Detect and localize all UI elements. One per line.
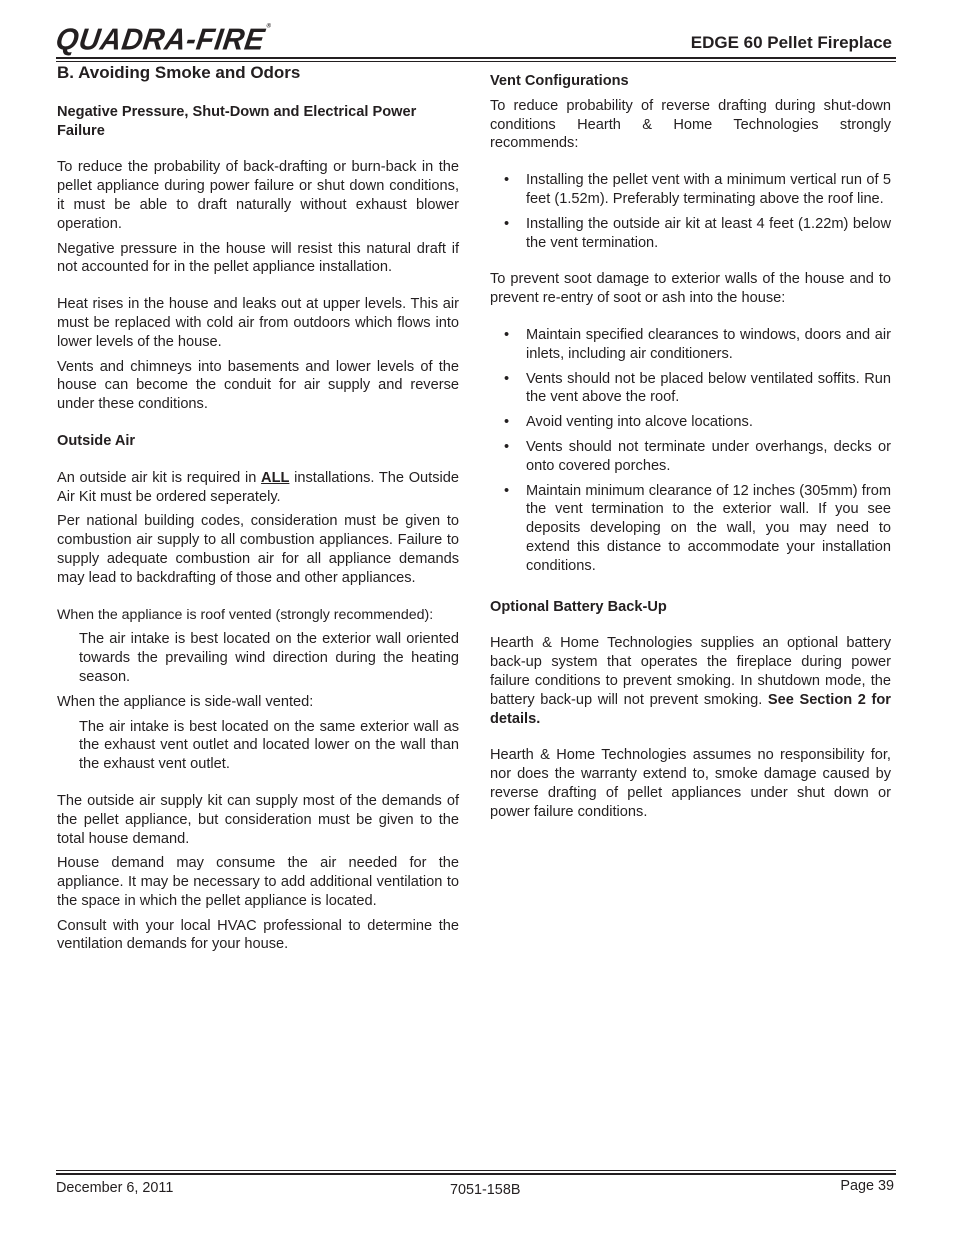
footer-page-number: Page 39 [840,1178,894,1194]
battery-backup-text [490,634,891,728]
list-item [490,370,891,408]
battery-text: Hearth & Home Technologies supplies an optional battery back-up system that operates the fireplace during power failure conditions to prevent smoking. In shutdown mode, the battery back-up will not prevent smoking. [490,635,891,708]
right-column [490,62,891,822]
disclaimer: Hearth & Home Technologies assumes no responsibility for, nor does the warranty extend to, smoke damage caused by reverse drafting of pellet appliances under shut down or power failure conditions. [490,747,891,820]
paragraph-backdrafting: To reduce the probability of back-drafting or burn-back in the pellet appliance during power failure or shut down conditions, it must be able to draft naturally without exhaust blower operation. [57,159,459,232]
list-item-text: Vents should not terminate under overhangs, decks or onto covered porches. [526,438,891,474]
list-item-text: Installing the pellet vent with a minimum vertical run of 5 feet (1.52m). Preferably terminating above the roof line. [526,172,891,207]
paragraph-house-demand: House demand may consume the air needed for the appliance. It may be necessary to add additional ventilation to the space in which the pellet appliance is located. [57,855,459,909]
outside-air-text-pre: An outside air kit is required in [57,469,262,486]
paragraph-heat-rises: Heat rises in the house and leaks out at upper levels. This air must be replaced with cold air from outdoors which flows into lower levels of the house. [57,296,459,350]
footer-rule-thin [56,1170,896,1171]
list-item-text: Installing the outside air kit at least 4 feet (1.22m) below the vent termination. [526,215,891,251]
outside-air-heading: Outside Air [57,432,136,449]
list-item-text: Maintain specified clearances to windows, doors and air inlets, including air conditioners. [526,326,891,362]
list-item-text: Maintain minimum clearance of 12 inches (305mm) from the vent termination to the exterior wall. If you see deposits developing on the wall, you may need to extend this distance to accommodate your installation conditions. [526,482,891,574]
bullet-dot: • [504,414,510,431]
quadra-fire-logo [54,23,272,57]
bullet-dot: • [504,215,510,232]
soot-bullet-list [490,326,891,576]
paragraph-outside-air-kit [57,469,459,507]
list-item [490,171,891,209]
soot-intro: To prevent soot damage to exterior walls of the house and to prevent re-entry of soot or ash into the house: [490,271,891,307]
paragraph-negative-pressure: Negative pressure in the house will resist this natural draft if not accounted for in the pellet appliance installation. [57,240,459,276]
vent-intro: To reduce probability of reverse drafting during shut-down conditions Hearth & Home Technologies strongly recommends: [490,97,891,152]
document-title: EDGE 60 Pellet Fireplace [690,33,892,52]
outside-air-text-post: installations. The Outside Air Kit must be ordered seperately. [57,469,459,505]
side-wall-label: When the appliance is side-wall vented: [57,693,314,710]
list-item [490,482,891,576]
all-emphasis: ALL [261,469,290,486]
list-item-text: Vents should not be placed below ventilated soffits. Run the vent above the roof. [526,370,891,406]
roof-vented-label: When the appliance is roof vented (strongly recommended): [57,606,434,623]
list-item [490,413,891,432]
roof-vented-text: The air intake is best located on the exterior wall oriented towards the prevailing wind direction during the heating season. [79,631,459,685]
registered-mark: ® [265,23,272,30]
logo-text: QUADRA-FIRE [53,23,267,57]
list-item-text: Avoid venting into alcove locations. [526,414,753,431]
bullet-dot: • [504,326,510,343]
header-rule [56,57,896,59]
bullet-dot: • [504,172,510,189]
paragraph-hvac: Consult with your local HVAC professional to determine the ventilation demands for your house. [57,917,459,953]
vent-bullet-list [490,171,891,252]
left-column [57,62,459,954]
footer-date: December 6, 2011 [56,1180,174,1196]
bullet-dot: • [504,438,510,455]
battery-backup-heading: Optional Battery Back-Up [490,598,667,615]
list-item [490,326,891,364]
paragraph-vents-chimneys: Vents and chimneys into basements and lower levels of the house can become the conduit for air supply and reverse under these conditions. [57,358,459,413]
list-item [490,438,891,476]
bullet-dot: • [504,482,510,499]
paragraph-air-supply-kit: The outside air supply kit can supply most of the demands of the pellet appliance, but consideration must be given to the total house demand. [57,792,459,847]
section-title: B. Avoiding Smoke and Odors [57,63,301,82]
footer-doc-code: 7051-158B [450,1182,521,1198]
paragraph-building-codes: Per national building codes, consideration must be given to combustion air supply to all combustion appliances. Failure to supply adequate combustion air for all appliance demands may lead to backdrafting of those and other appliances. [57,513,459,586]
footer-rule [56,1173,896,1175]
vent-configurations-heading: Vent Configurations [490,73,629,89]
side-wall-text: The air intake is best located on the same exterior wall as the exhaust vent outlet and located lower on the wall than the exhaust vent outlet. [79,718,459,773]
list-item [490,215,891,253]
see-section-reference: See Section 2 for details. [490,691,891,727]
bullet-dot: • [504,370,510,387]
negative-pressure-heading: Negative Pressure, Shut-Down and Electrical Power Failure [57,103,417,139]
